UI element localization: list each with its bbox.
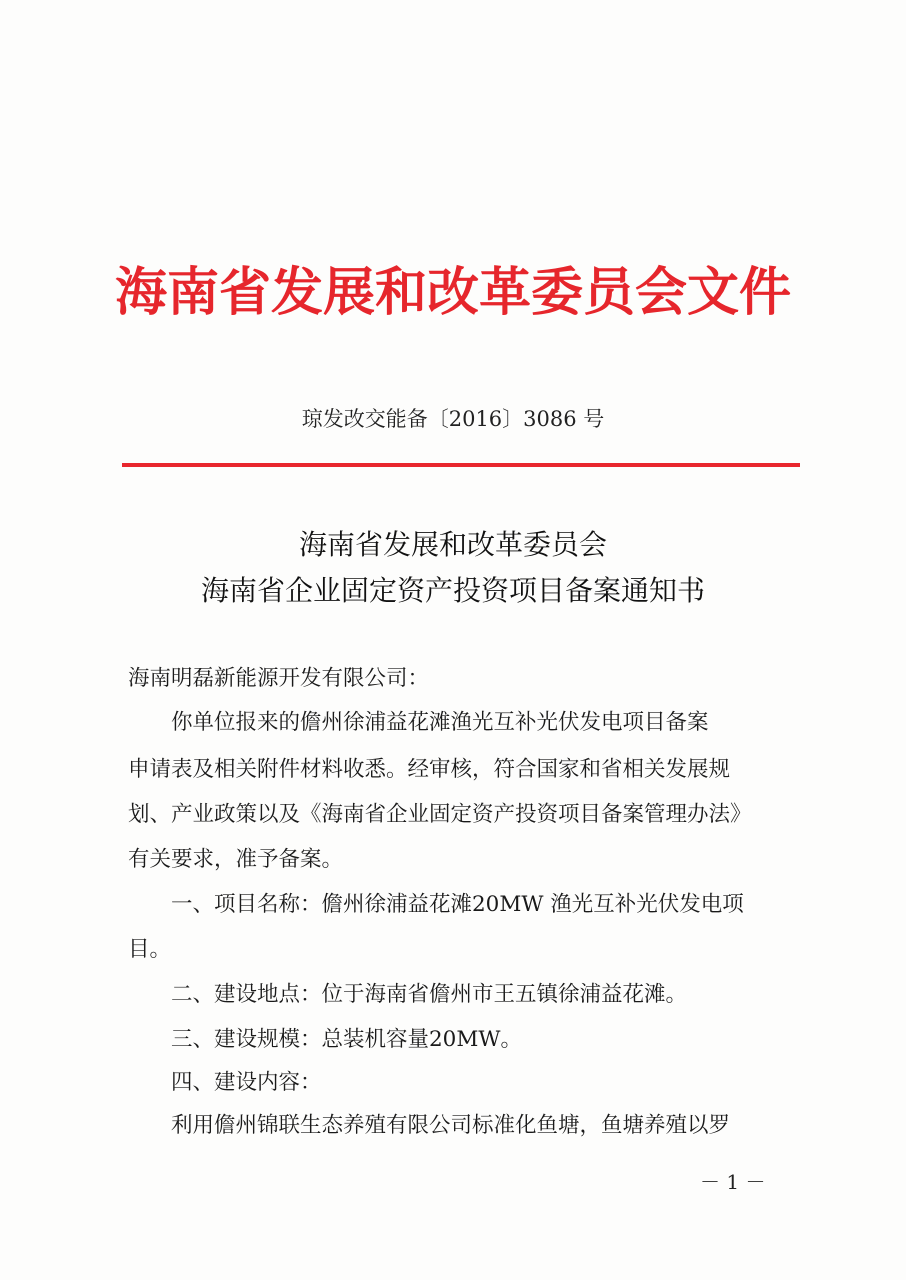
red-divider-line [122, 463, 800, 467]
paragraph-1-line-1: 你单位报来的儋州徐浦益花滩渔光互补光伏发电项目备案 [128, 710, 709, 735]
item-3: 三、建设规模：总装机容量20MW。 [128, 1027, 522, 1052]
item-4-text: 利用儋州锦联生态养殖有限公司标准化鱼塘，鱼塘养殖以罗 [128, 1113, 731, 1138]
page-number: － 1 － [700, 1170, 766, 1194]
document-title [0, 522, 906, 614]
addressee: 海南明磊新能源开发有限公司： [128, 666, 430, 691]
paragraph-1-line-4: 有关要求，准予备案。 [128, 847, 344, 872]
document-number: 琼发改交能备〔2016〕3086 号 [301, 407, 605, 431]
title-line-1: 海南省发展和改革委员会 [298, 528, 607, 561]
paragraph-1-line-3: 划、产业政策以及《海南省企业固定资产投资项目备案管理办法》 [128, 802, 752, 827]
title-line-2: 海南省企业固定资产投资项目备案通知书 [200, 574, 705, 607]
item-4-heading: 四、建设内容： [128, 1070, 322, 1095]
paragraph-1-line-2: 申请表及相关附件材料收悉。经审核，符合国家和省相关发展规 [128, 757, 731, 782]
item-1-line-2: 目。 [128, 937, 172, 962]
item-1-line-1: 一、项目名称：儋州徐浦益花滩20MW 渔光互补光伏发电项 [128, 892, 744, 917]
item-2: 二、建设地点：位于海南省儋州市王五镇徐浦益花滩。 [128, 982, 688, 1007]
agency-header-title: 海南省发展和改革委员会文件 [114, 262, 791, 323]
